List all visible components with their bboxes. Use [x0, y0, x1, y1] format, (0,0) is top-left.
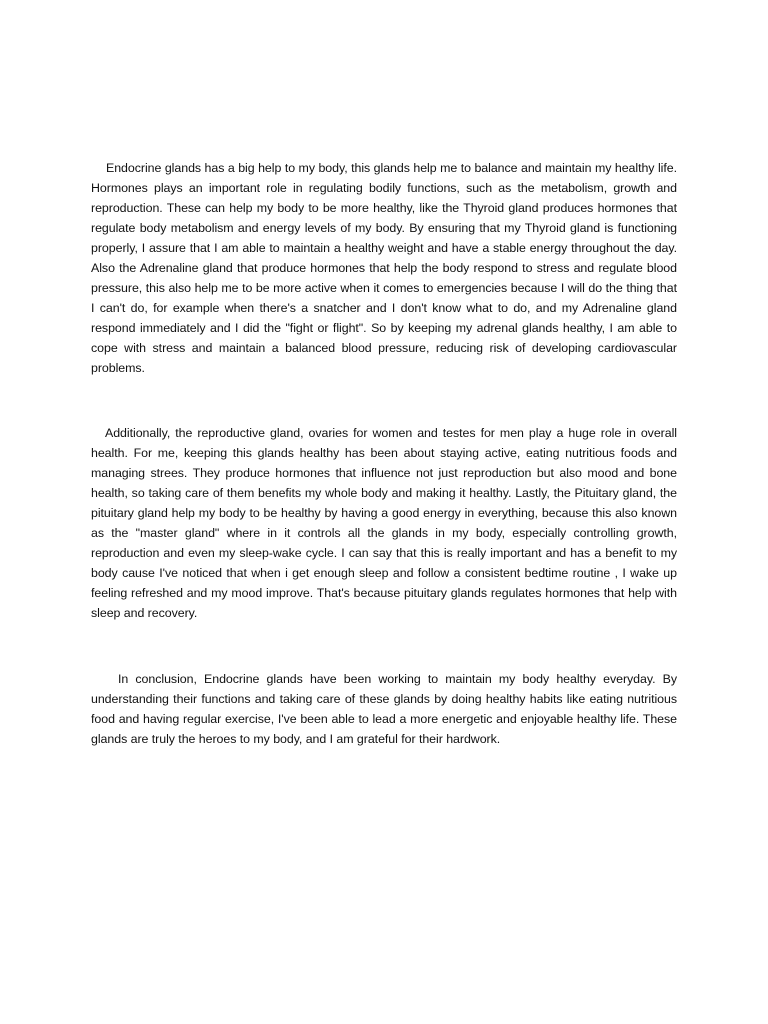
paragraph-reproductive-pituitary: Additionally, the reproductive gland, ovaries for women and testes for men play a huge role in overall health. For me, keeping this glands healthy has been about staying active, eating nutritious foods and managing strees. They produce hormones that influence not just reproduction but also mood and bone health, so taking care of them benefits my whole body and making it healthy. Lastly, the Pituitary gland, the pituitary gland help my body to be healthy by having a good energy in everything, because this also known as the "master gland" where in it controls all the glands in my body, especially controlling growth, reproduction and even my sleep-wake cycle. I can say that this is really important and has a benefit to my body cause I've noticed that when i get enough sleep and follow a consistent bedtime routine , I wake up feeling refreshed and my mood improve. That's because pituitary glands regulates hormones that help with sleep and recovery. — [91, 426, 677, 620]
paragraph-endocrine-intro: Endocrine glands has a big help to my body, this glands help me to balance and maintain my healthy life. Hormones plays an important role in regulating bodily functions, such as the metabolism, growth and reproduction. These can help my body to be more healthy, like the Thyroid gland produces hormones that regulate body metabolism and energy levels of my body. By ensuring that my Thyroid gland is functioning properly, I assure that I am able to maintain a healthy weight and have a stable energy throughout the day. Also the Adrenaline gland that produce hormones that help the body respond to stress and regulate blood pressure, this also help me to be more active when it comes to emergencies because I will do the thing that I can't do, for example when there's a snatcher and I don't know what to do, and my Adrenaline gland respond immediately and I did the "fight or flight". So by keeping my adrenal glands healthy, I am able to cope with stress and maintain a balanced blood pressure, reducing risk of developing cardiovascular problems. — [91, 161, 677, 375]
paragraph-conclusion: In conclusion, Endocrine glands have been working to maintain my body healthy everyday. By understanding their functions and taking care of these glands by doing healthy habits like eating nutritious food and having regular exercise, I've been able to lead a more energetic and enjoyable healthy life. These glands are truly the heroes to my body, and I am grateful for their hardwork. — [91, 672, 677, 746]
